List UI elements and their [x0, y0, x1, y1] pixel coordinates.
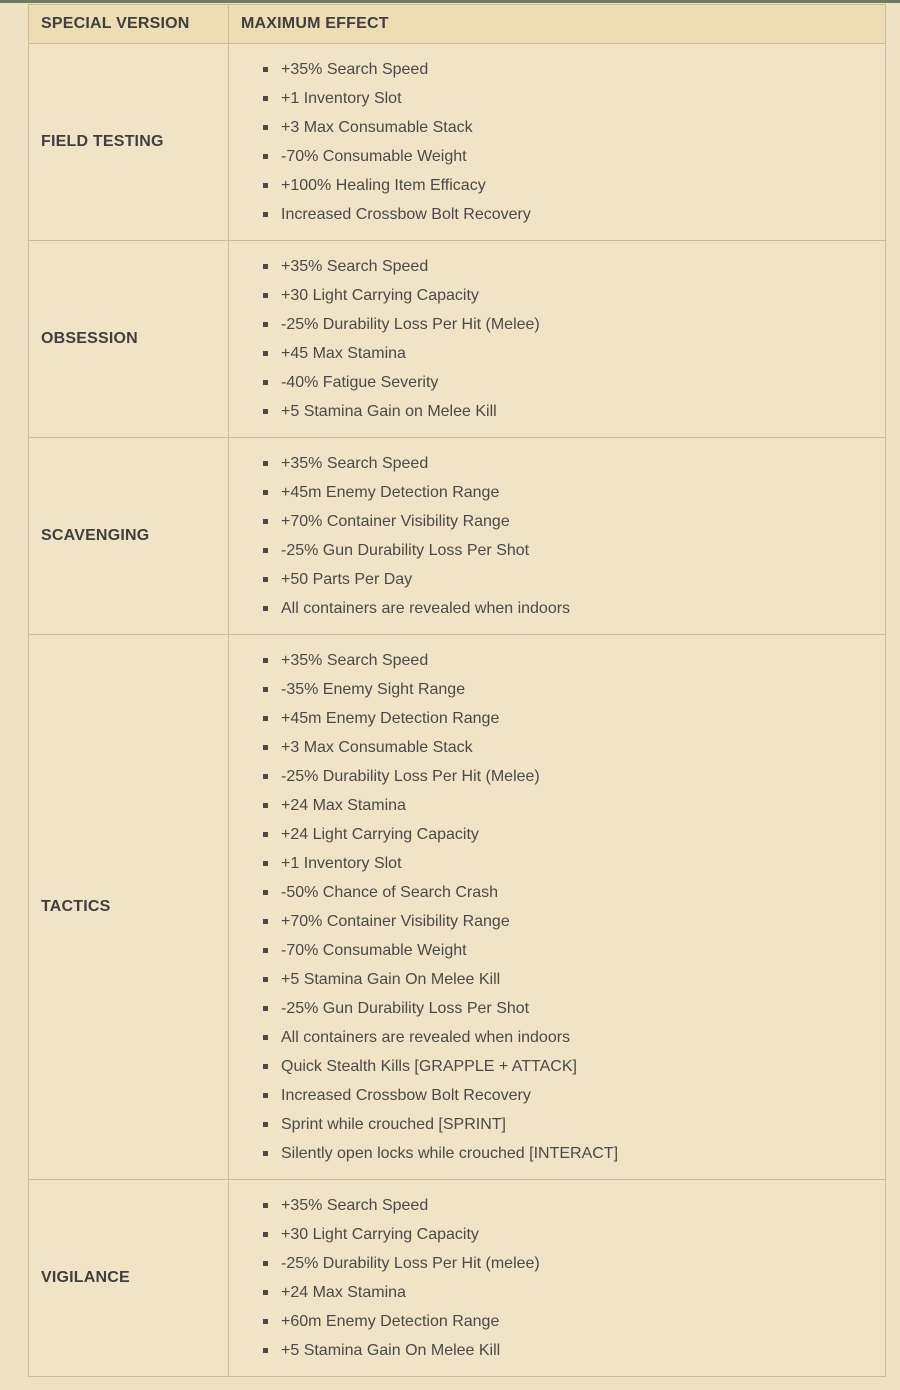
effect-list [263, 241, 873, 437]
effect-list-item: +35% Search Speed [263, 55, 873, 84]
effect-list [263, 1180, 873, 1376]
header-maximum-effect: MAXIMUM EFFECT [229, 5, 886, 44]
table-row [29, 44, 886, 241]
effect-list-item: -25% Gun Durability Loss Per Shot [263, 994, 873, 1023]
effect-list-item: -40% Fatigue Severity [263, 368, 873, 397]
effect-list-item: +24 Light Carrying Capacity [263, 820, 873, 849]
effect-list-item: +60m Enemy Detection Range [263, 1307, 873, 1336]
special-version-name: VIGILANCE [29, 1180, 229, 1377]
effect-list-item: +5 Stamina Gain On Melee Kill [263, 1336, 873, 1365]
maximum-effect-cell [229, 635, 886, 1180]
effect-list-item: Silently open locks while crouched [INTERACT] [263, 1139, 873, 1168]
effect-list-item: -70% Consumable Weight [263, 936, 873, 965]
table-row [29, 635, 886, 1180]
special-version-table [28, 4, 886, 1377]
effect-list-item: +30 Light Carrying Capacity [263, 1220, 873, 1249]
effect-list-item: +45 Max Stamina [263, 339, 873, 368]
maximum-effect-cell [229, 438, 886, 635]
table-header-row [29, 5, 886, 44]
effect-list [263, 635, 873, 1179]
effect-list-item: -25% Durability Loss Per Hit (Melee) [263, 310, 873, 339]
effect-list [263, 44, 873, 240]
effect-list-item: -70% Consumable Weight [263, 142, 873, 171]
effect-list-item: +35% Search Speed [263, 1191, 873, 1220]
maximum-effect-cell [229, 1180, 886, 1377]
effect-list-item: +50 Parts Per Day [263, 565, 873, 594]
effect-list-item: All containers are revealed when indoors [263, 594, 873, 623]
table-row [29, 438, 886, 635]
effect-list-item: -35% Enemy Sight Range [263, 675, 873, 704]
effect-list-item: +70% Container Visibility Range [263, 507, 873, 536]
header-special-version: SPECIAL VERSION [29, 5, 229, 44]
effect-list-item: -50% Chance of Search Crash [263, 878, 873, 907]
effect-list-item: +5 Stamina Gain on Melee Kill [263, 397, 873, 426]
effect-list-item: +45m Enemy Detection Range [263, 704, 873, 733]
effect-list-item: Increased Crossbow Bolt Recovery [263, 1081, 873, 1110]
effect-list-item: +70% Container Visibility Range [263, 907, 873, 936]
effect-list-item: +24 Max Stamina [263, 791, 873, 820]
effect-list-item: +5 Stamina Gain On Melee Kill [263, 965, 873, 994]
effect-list-item: -25% Durability Loss Per Hit (melee) [263, 1249, 873, 1278]
maximum-effect-cell [229, 44, 886, 241]
effect-list-item: Quick Stealth Kills [GRAPPLE + ATTACK] [263, 1052, 873, 1081]
effect-list-item: Sprint while crouched [SPRINT] [263, 1110, 873, 1139]
effect-list-item: All containers are revealed when indoors [263, 1023, 873, 1052]
effect-list-item: -25% Gun Durability Loss Per Shot [263, 536, 873, 565]
effect-list-item: +3 Max Consumable Stack [263, 113, 873, 142]
special-version-name: FIELD TESTING [29, 44, 229, 241]
effect-list-item: +1 Inventory Slot [263, 84, 873, 113]
effect-list-item: +3 Max Consumable Stack [263, 733, 873, 762]
effect-list-item: +30 Light Carrying Capacity [263, 281, 873, 310]
effect-list-item: +1 Inventory Slot [263, 849, 873, 878]
effect-list-item: +100% Healing Item Efficacy [263, 171, 873, 200]
top-border-line [0, 0, 900, 3]
effect-list-item: Increased Crossbow Bolt Recovery [263, 200, 873, 229]
effect-list [263, 438, 873, 634]
maximum-effect-cell [229, 241, 886, 438]
special-version-name: SCAVENGING [29, 438, 229, 635]
table-row [29, 241, 886, 438]
special-version-name: TACTICS [29, 635, 229, 1180]
effect-list-item: +45m Enemy Detection Range [263, 478, 873, 507]
effect-list-item: +24 Max Stamina [263, 1278, 873, 1307]
table-row [29, 1180, 886, 1377]
effect-list-item: -25% Durability Loss Per Hit (Melee) [263, 762, 873, 791]
effect-list-item: +35% Search Speed [263, 449, 873, 478]
special-version-name: OBSESSION [29, 241, 229, 438]
effect-list-item: +35% Search Speed [263, 252, 873, 281]
table-body [29, 44, 886, 1377]
effect-list-item: +35% Search Speed [263, 646, 873, 675]
